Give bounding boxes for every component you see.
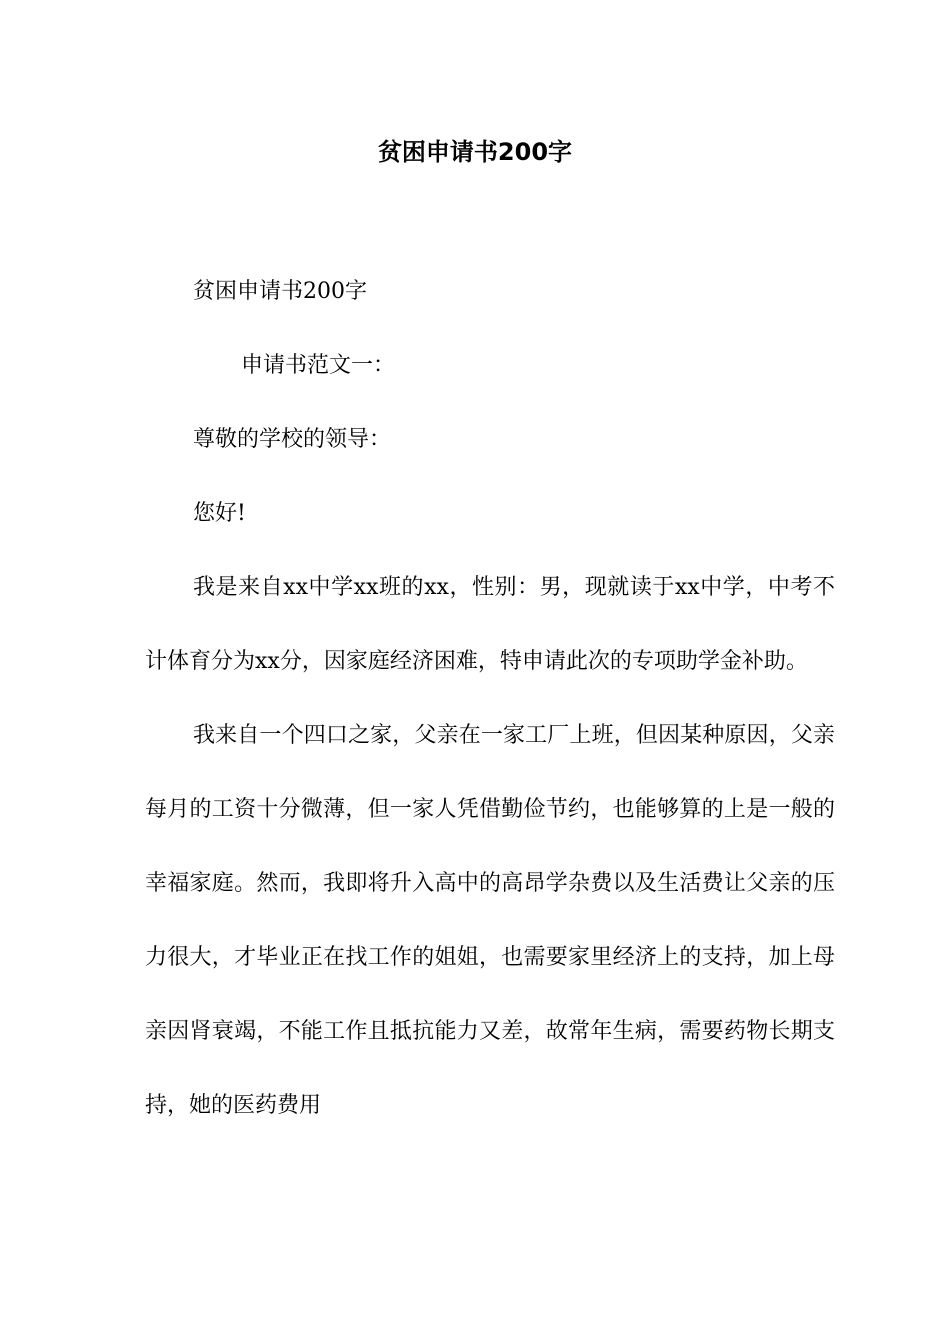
document-body	[145, 255, 835, 1143]
paragraph-sample-label: 申请书范文一：	[241, 353, 396, 378]
paragraph-salutation: 尊敬的学校的领导：	[193, 427, 392, 452]
paragraph-greeting: 您好!	[193, 501, 246, 526]
paragraph-heading: 贫困申请书200字	[193, 279, 367, 304]
paragraph-family-situation: 我来自一个四口之家，父亲在一家工厂上班，但因某种原因，父亲每月的工资十分微薄，但一家人凭借勤俭节约，也能够算的上是一般的幸福家庭。然而，我即将升入高中的高昂学杂费以及生活费让父亲的压力很大，才毕业正在找工作的姐姐，也需要家里经济上的支持，加上母亲因肾衰竭，不能工作且抵抗能力又差，故常年生病，需要药物长期支持，她的医药费用	[145, 723, 835, 1118]
paragraph-introduction: 我是来自xx中学xx班的xx，性别：男，现就读于xx中学，中考不计体育分为xx分，因家庭经济困难，特申请此次的专项助学金补助。	[145, 575, 835, 674]
document-title: 贫困申请书200字	[377, 138, 573, 166]
